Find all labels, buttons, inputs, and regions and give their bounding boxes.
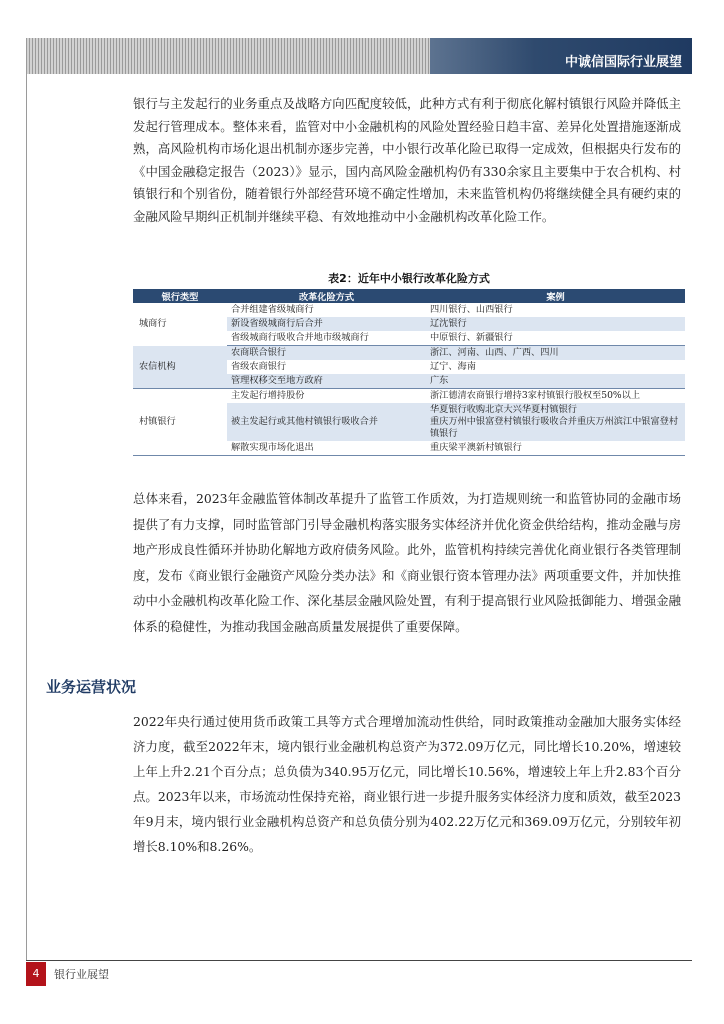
reform-table [133,289,685,456]
table-header-row [133,289,685,303]
header-method: 改革化险方式 [227,289,426,303]
method-cell: 解散实现市场化退出 [227,441,426,456]
table-row [133,303,685,317]
bank-type-cell: 城商行 [139,318,167,330]
method-cell: 主发起行增持股份 [231,390,305,401]
method-cell: 省级农商银行 [231,361,287,372]
method-cell: 新设省级城商行后合并 [227,317,426,331]
page-number: 4 [26,962,46,986]
table-title: 表2：近年中小银行改革化险方式 [328,272,490,285]
example-cell: 辽沈银行 [426,317,685,331]
example-cell: 华夏银行收购北京大兴华夏村镇银行 重庆万州中银富登村镇银行吸收合并重庆万州滨江中银富登村镇银行 [426,403,685,441]
example-cell: 中原银行、新疆银行 [426,331,685,346]
footer-label: 银行业展望 [54,968,109,981]
header-brand [430,38,692,74]
method-cell: 省级城商行吸收合并地市级城商行 [227,331,426,346]
footer-rule [26,960,692,961]
bank-type-cell: 村镇银行 [133,389,227,456]
header-bank-type: 银行类型 [133,289,227,303]
section-title: 业务运营状况 [46,678,137,696]
header-example: 案例 [426,289,685,303]
example-cell: 辽宁、海南 [430,361,476,372]
paragraph-risk-disposal: 银行与主发起行的业务重点及战略方向匹配度较低，此种方式有利于彻底化解村镇银行风险并降低主发起行管理成本。整体来看，监管对中小金融机构的风险处置经验日趋丰富、差异化处置措施逐渐成熟，高风险机构市场化退出机制亦逐步完善，中小银行改革化险已取得一定成效，但根据央行发布的《中国金融稳定报告（2023）》显示，国内高风险金融机构仍有330余家且主要集中于农合机构、村镇银行和个别省份，随着银行外部经营环境不确定性增加，未来监管机构仍将继续健全具有硬约束的金融风险早期纠正机制并继续平稳、有效地推动中小金融机构改革化险工作。 [133,96,681,224]
method-cell: 合并组建省级城商行 [231,304,314,315]
table-row [133,389,685,404]
method-cell: 管理权移交至地方政府 [227,374,426,389]
table-row [133,346,685,361]
bank-type-cell: 农信机构 [133,346,227,389]
method-cell: 被主发起行或其他村镇银行吸收合并 [227,403,426,441]
paragraph-operations: 2022年央行通过使用货币政策工具等方式合理增加流动性供给，同时政策推动金融加大服务实体经济力度，截至2022年末，境内银行业金融机构总资产为372.09万亿元，同比增长10.20%，增速较上年上升2.21个百分点；总负债为340.95万亿元，同比增长10.56%，增速较上年上升2.83个百分点。2023年以来，市场流动性保持充裕，商业银行进一步提升服务实体经济力度和质效，截至2023年9月末，境内银行业金融机构总资产和总负债分别为402.22万亿元和369.09万亿元，分别较年初增长8.10%和8.26%。 [133,714,681,854]
header-brand-text: 中诚信国际行业展望 [564,55,682,70]
example-cell: 浙江德清农商银行增持3家村镇银行股权至50%以上 [430,390,641,401]
example-cell: 重庆梁平澳新村镇银行 [426,441,685,456]
example-cell: 广东 [426,374,685,389]
paragraph-regulation-summary: 总体来看，2023年金融监管体制改革提升了监管工作质效，为打造规则统一和监管协同的金融市场提供了有力支撑，同时监管部门引导金融机构落实服务实体经济并优化资金供给结构，推动金融与房地产形成良性循环并协助化解地方政府债务风险。此外，监管机构持续完善优化商业银行各类管理制度，发布《商业银行金融资产风险分类办法》和《商业银行资本管理办法》两项重要文件，并加快推动中小金融机构改革化险工作、深化基层金融风险处置，有利于提高银行业风险抵御能力、增强金融体系的稳健性，为推动我国金融高质量发展提供了重要保障。 [133,491,681,634]
header-bar [26,38,692,74]
method-cell: 农商联合银行 [227,346,426,361]
example-cell: 四川银行、山西银行 [430,304,513,315]
example-cell: 浙江、河南、山西、广西、四川 [426,346,685,361]
left-rule [26,74,27,960]
